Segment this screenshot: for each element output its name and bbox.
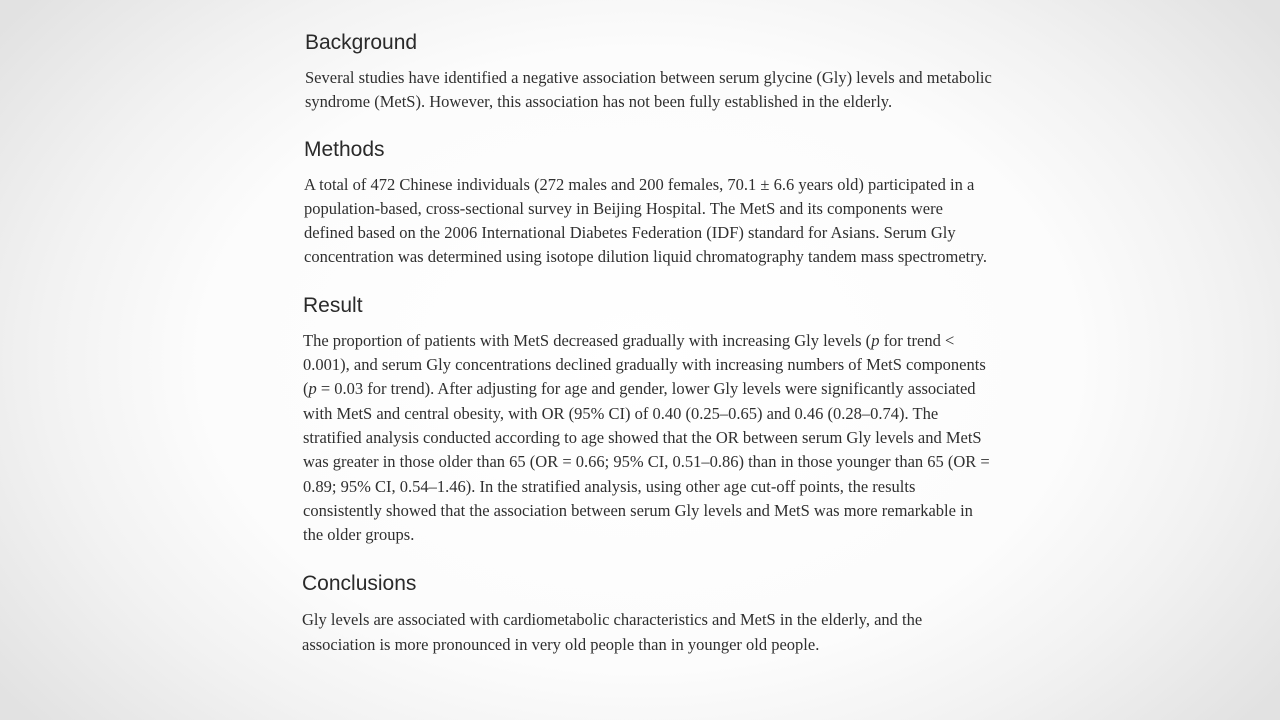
conclusions-section [302,569,992,657]
conclusions-text: Gly levels are associated with cardiometabolic characteristics and MetS in the elderly, and the association is more pronounced in very old people than in younger old people. [302,610,923,655]
background-section [305,28,992,115]
background-text: Several studies have identified a negative association between serum glycine (Gly) levels and metabolic syndrome (MetS). However, this association has not been fully established in the elderly. [305,68,992,112]
p-value-symbol: p [308,379,317,399]
result-text [303,329,992,548]
methods-text: A total of 472 Chinese individuals (272 males and 200 females, 70.1 ± 6.6 years old) participated in a population-based, cross-sectional survey in Beijing Hospital. The MetS and its components were defined based on the 2006 International Diabetes Federation (IDF) standard for Asians. Serum Gly concentration was determined using isotope dilution liquid chromatography tandem mass spectrometry. [304,174,988,267]
methods-heading: Methods [304,137,385,161]
abstract-document [302,28,992,657]
p-value-symbol: p [871,330,880,350]
result-section [303,291,992,548]
result-text-part: = 0.03 for trend). After adjusting for age and gender, lower Gly levels were significantly associated with MetS and central obesity, with OR (95% CI) of 0.40 (0.25–0.65) and 0.46 (0.28–0.74). The stratified analysis conducted according to age showed that the OR between serum Gly levels and MetS was greater in those older than 65 (OR = 0.66; 95% CI, 0.51–0.86) than in those younger than 65 (OR = 0.89; 95% CI, 0.54–1.46). In the stratified analysis, using other age cut-off points, the results consistently showed that the association between serum Gly levels and MetS was more remarkable in the older groups. [303,379,990,545]
result-text-part: The proportion of patients with MetS decreased gradually with increasing Gly levels ( [303,330,872,350]
methods-section [304,135,992,270]
background-heading: Background [305,31,418,54]
result-heading: Result [303,293,363,317]
result-text-part: for trend < 0.001), and serum Gly concentrations declined gradually with increasing numbers of MetS components ( [303,330,986,399]
conclusions-heading: Conclusions [302,572,417,596]
